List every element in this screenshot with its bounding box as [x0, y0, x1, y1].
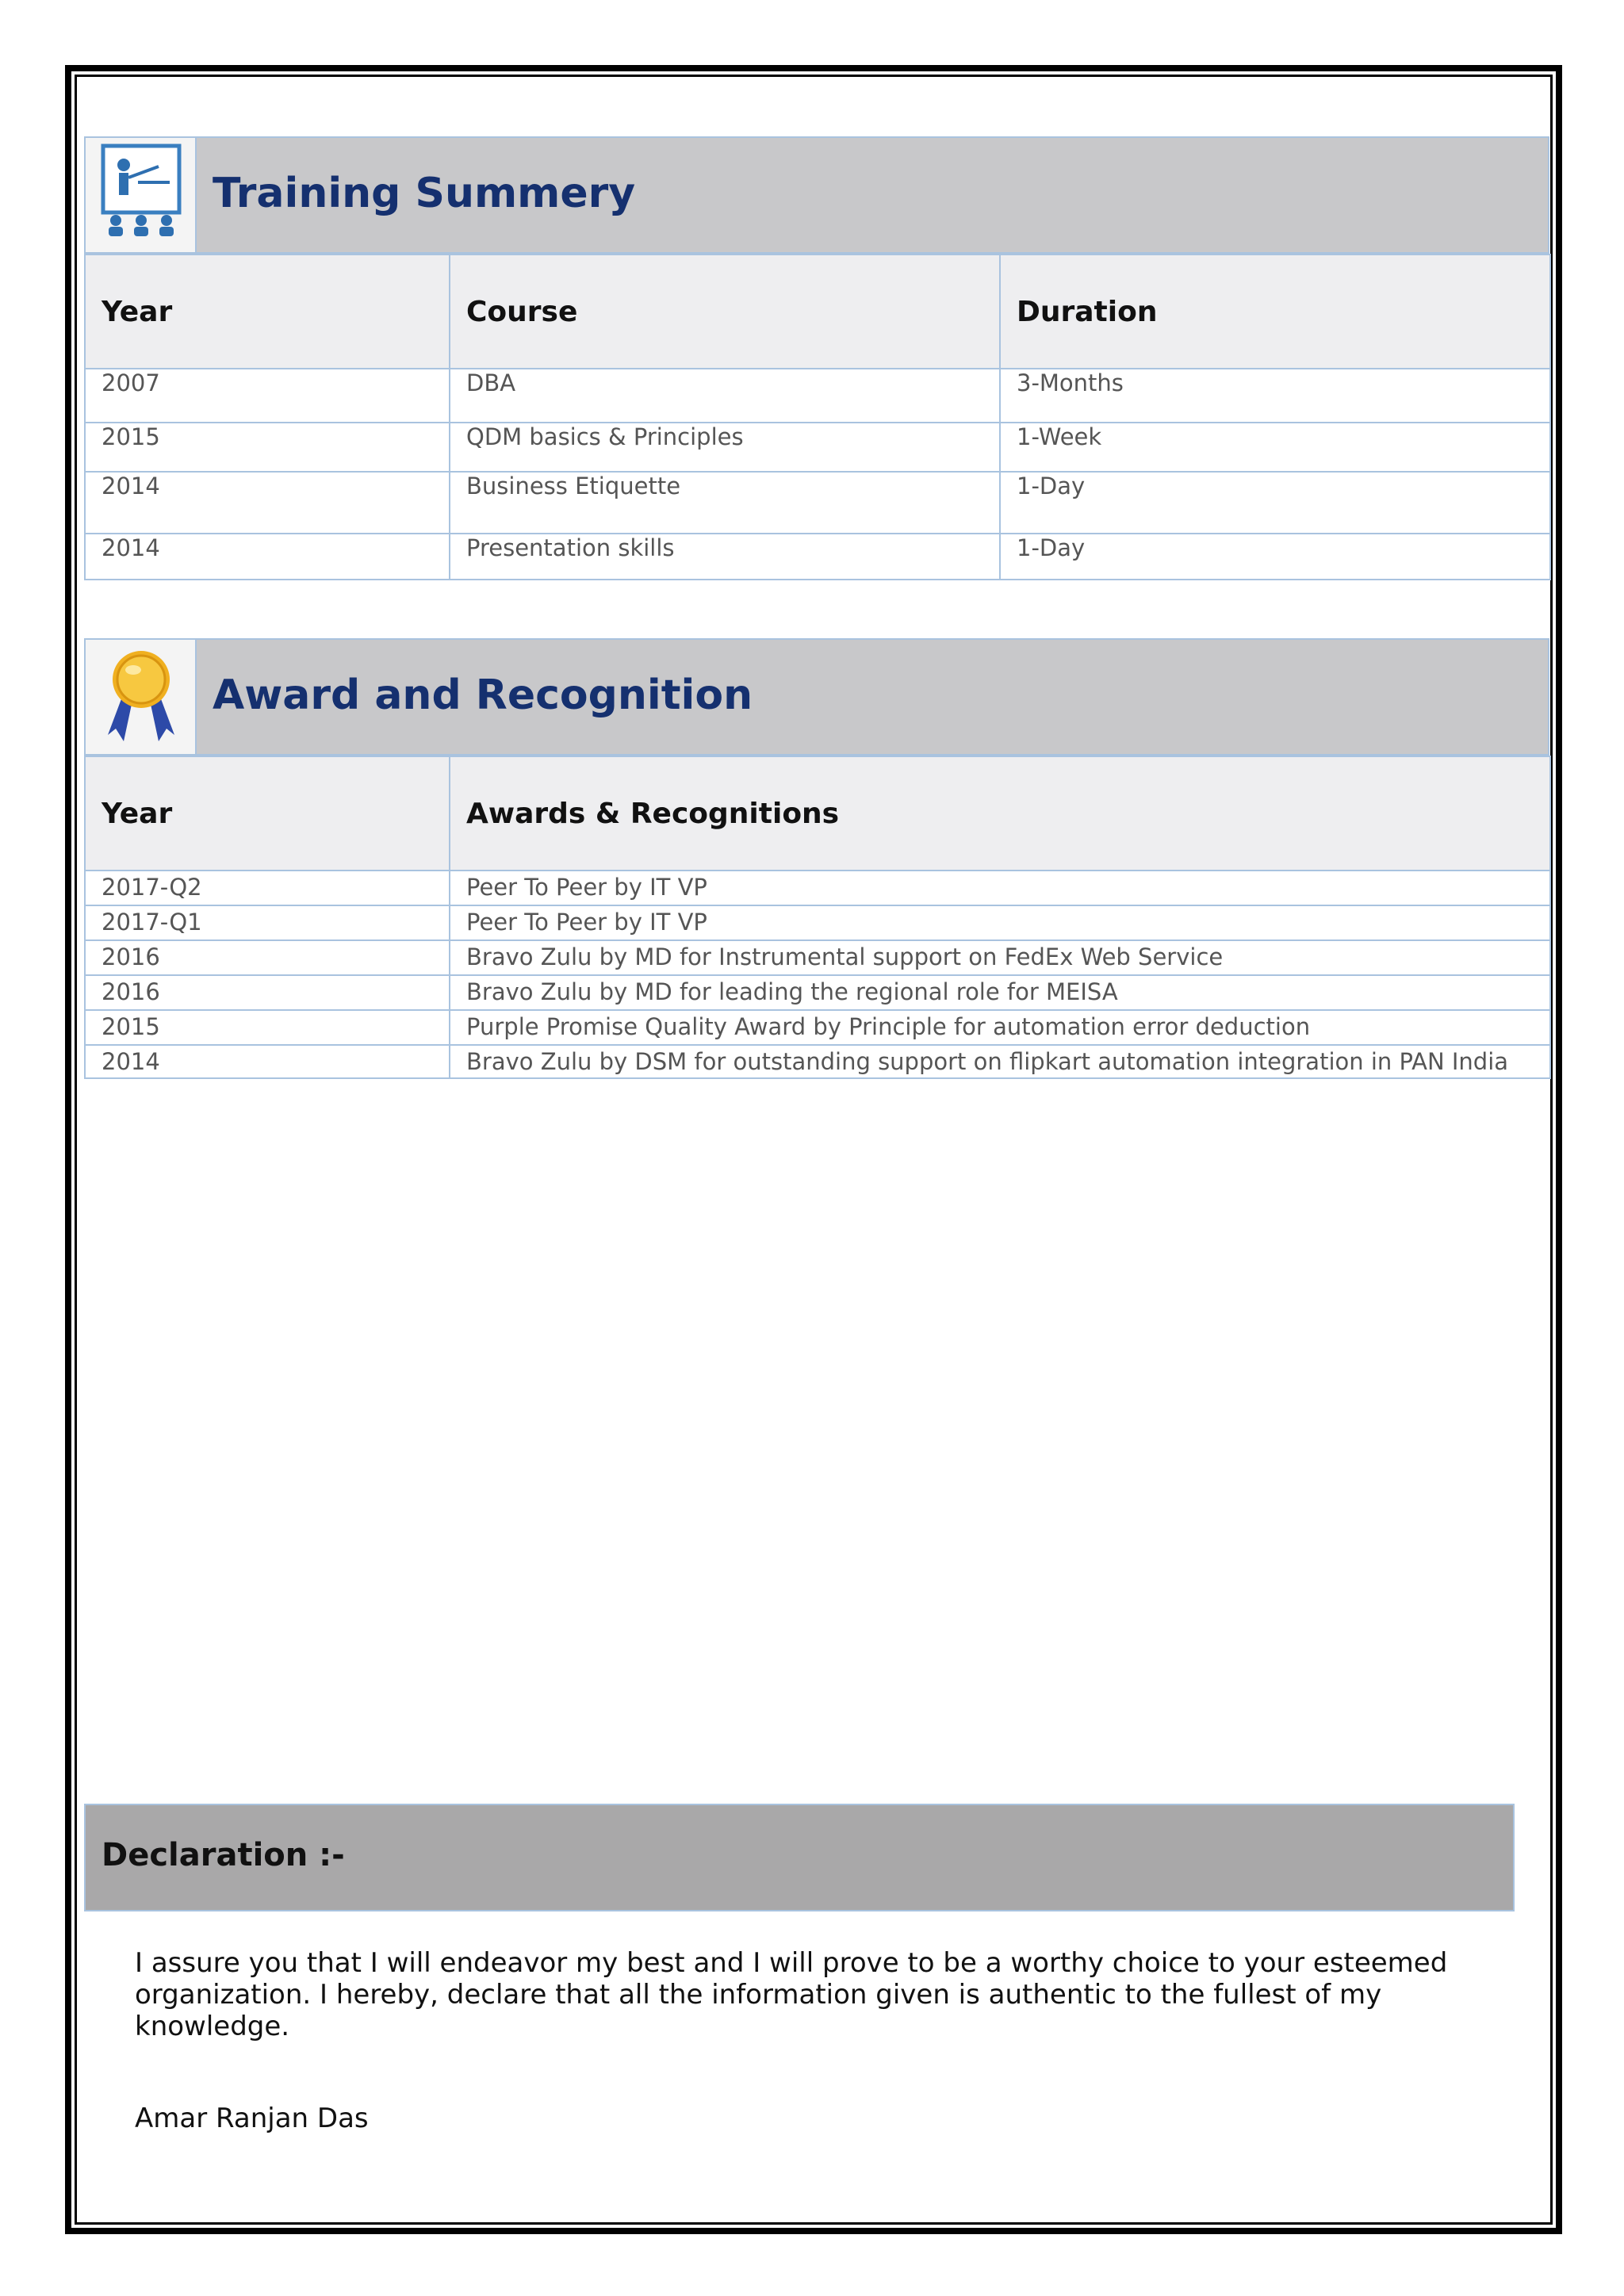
award-cell: Bravo Zulu by MD for Instrumental support on FedEx Web Service [450, 940, 1550, 975]
award-cell: Bravo Zulu by DSM for outstanding support on flipkart automation integration in PAN India [450, 1045, 1550, 1078]
year-cell: 2015 [85, 423, 450, 472]
declaration-title: Declaration :- [102, 1837, 345, 1873]
declaration-line: I assure you that I will endeavor my best and I will prove to be a worthy choice to your esteemed [135, 1947, 1448, 1979]
award-icon-cell [86, 640, 197, 754]
award-table [84, 756, 1551, 1079]
course-column-header: Course [450, 254, 1000, 369]
presentation-trainer-icon [86, 138, 197, 252]
award-ribbon-icon [86, 640, 197, 754]
duration-cell: 1-Day [1000, 472, 1550, 534]
duration-column-header: Duration [1000, 254, 1550, 369]
year-cell: 2015 [85, 1010, 450, 1045]
signature-name: Amar Ranjan Das [135, 2103, 369, 2134]
table-row [85, 871, 1550, 905]
award-section-header [84, 638, 1549, 756]
table-row [85, 905, 1550, 940]
course-cell: Business Etiquette [450, 472, 1000, 534]
award-section-title: Award and Recognition [213, 672, 753, 719]
award-cell: Peer To Peer by IT VP [450, 905, 1550, 940]
training-table [84, 254, 1551, 580]
year-cell: 2017-Q2 [85, 871, 450, 905]
duration-cell: 1-Week [1000, 423, 1550, 472]
table-row [85, 975, 1550, 1010]
training-icon-cell [86, 138, 197, 252]
table-row [85, 369, 1550, 423]
table-row [85, 940, 1550, 975]
training-section-header [84, 136, 1549, 254]
course-cell: QDM basics & Principles [450, 423, 1000, 472]
year-cell: 2016 [85, 975, 450, 1010]
year-cell: 2014 [85, 534, 450, 580]
duration-cell: 3-Months [1000, 369, 1550, 423]
declaration-line: organization. I hereby, declare that all the information given is authentic to the fullest of my knowledge. [135, 1979, 1382, 2042]
course-cell: DBA [450, 369, 1000, 423]
year-cell: 2007 [85, 369, 450, 423]
table-row [85, 472, 1550, 534]
award-cell: Bravo Zulu by MD for leading the regional role for MEISA [450, 975, 1550, 1010]
year-column-header: Year [85, 254, 450, 369]
year-cell: 2014 [85, 472, 450, 534]
declaration-header [84, 1804, 1515, 1911]
course-cell: Presentation skills [450, 534, 1000, 580]
training-header-row [85, 254, 1550, 369]
table-row [85, 1045, 1550, 1078]
table-row [85, 534, 1550, 580]
duration-cell: 1-Day [1000, 534, 1550, 580]
award-cell: Peer To Peer by IT VP [450, 871, 1550, 905]
awards-column-header: Awards & Recognitions [450, 756, 1550, 871]
table-row [85, 423, 1550, 472]
table-row [85, 1010, 1550, 1045]
year-cell: 2016 [85, 940, 450, 975]
award-header-row [85, 756, 1550, 871]
year-cell: 2014 [85, 1045, 450, 1078]
award-cell: Purple Promise Quality Award by Principle for automation error deduction [450, 1010, 1550, 1045]
training-section-title: Training Summery [213, 170, 636, 217]
year-column-header: Year [85, 756, 450, 871]
declaration-text [135, 1947, 1530, 2042]
year-cell: 2017-Q1 [85, 905, 450, 940]
